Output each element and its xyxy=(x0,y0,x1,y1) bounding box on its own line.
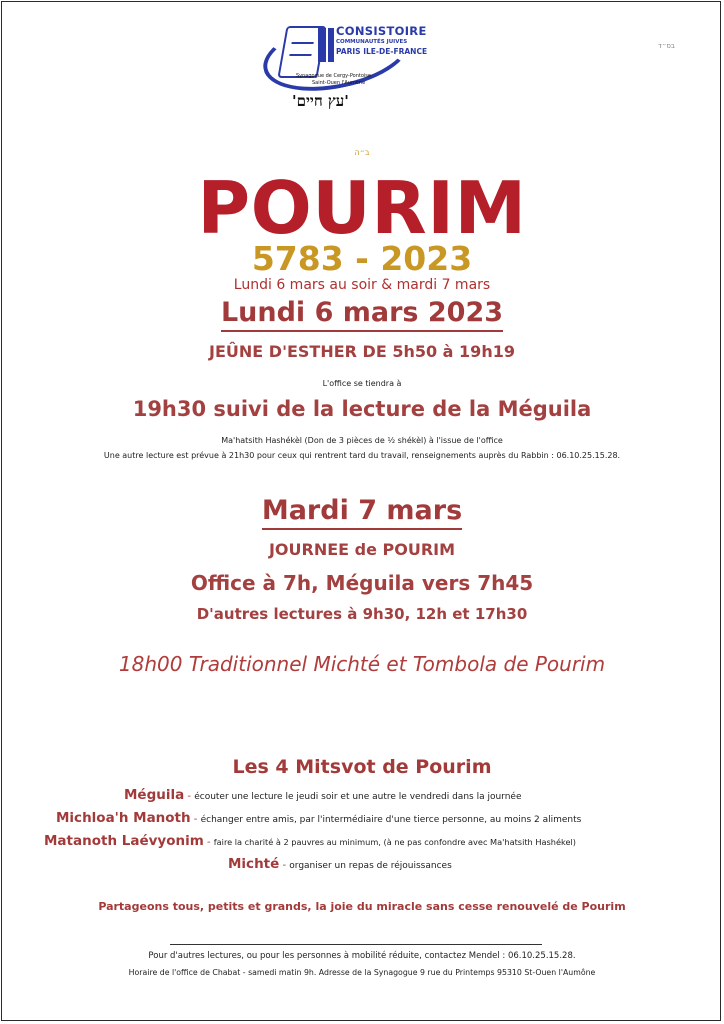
bsd-center: ב״ה xyxy=(354,148,370,157)
mitsva-description: faire la charité à 2 pauvres au minimum, (à ne pas confondre avec Ma'hatsith Hashékel) xyxy=(213,837,576,847)
logo-org-region: PARIS ILE-DE-FRANCE xyxy=(336,47,428,56)
mitsva-description: échanger entre amis, par l'intermédiaire d'une tierce personne, au moins 2 aliments xyxy=(200,815,582,825)
logo-city: Saint-Ouen l'Aumône xyxy=(312,80,366,86)
late-reading-note: Une autre lecture est prévue à 21h30 pour ceux qui rentrent tard du travail, renseignements auprès du Rabbin : 06.10.25.15.28. xyxy=(103,451,621,460)
consistoire-logo xyxy=(262,18,428,116)
mitsva-separator: - xyxy=(279,860,290,871)
office-note: L'office se tiendra à xyxy=(322,379,402,388)
mitsva-description: écouter une lecture le jeudi soir et une autre le vendredi dans la journée xyxy=(194,792,522,802)
journee-label: JOURNEE de POURIM xyxy=(268,540,456,559)
footer-divider xyxy=(170,944,542,945)
day1-heading-text: Lundi 6 mars 2023 xyxy=(221,296,503,332)
logo-bar-icon xyxy=(328,28,334,62)
mitsva-item xyxy=(228,856,452,872)
mitsva-separator: - xyxy=(190,814,201,825)
day2-heading xyxy=(0,493,724,530)
mitsva-term: Matanoth Laévyonim xyxy=(44,833,204,849)
logo-bar-icon xyxy=(318,28,326,62)
office-time: 19h30 suivi de la lecture de la Méguila xyxy=(132,397,592,421)
logo-hebrew-name: 'עץ חיים' xyxy=(292,92,349,110)
other-readings: D'autres lectures à 9h30, 12h et 17h30 xyxy=(196,605,528,623)
footer-address: Horaire de l'office de Chabat - samedi matin 9h. Adresse de la Synagogue 9 rue du Printemps 95310 St-Ouen l'Aumône xyxy=(128,968,596,977)
dates-subtitle: Lundi 6 mars au soir & mardi 7 mars xyxy=(233,278,491,289)
machatsit-note: Ma'hatsith Hashékèl (Don de 3 pièces de ½ shékèl) à l'issue de l'office xyxy=(221,436,503,445)
mitsva-separator: - xyxy=(184,791,195,802)
day2-office: Office à 7h, Méguila vers 7h45 xyxy=(190,571,534,595)
mitsva-item xyxy=(124,787,522,803)
mitsva-term: Michloa'h Manoth xyxy=(56,810,191,826)
footer-contact: Pour d'autres lectures, ou pour les personnes à mobilité réduite, contactez Mendel : 06.10.25.15.28. xyxy=(148,951,576,961)
year: 5783 - 2023 xyxy=(251,239,473,278)
mitsva-description: organiser un repas de réjouissances xyxy=(289,861,452,871)
bsd-corner: בס״ד xyxy=(658,42,675,50)
page-title: POURIM xyxy=(197,166,527,250)
mitsva-term: Méguila xyxy=(124,787,185,803)
logo-org-name: CONSISTOIRE xyxy=(336,24,427,38)
logo-org-line2: COMMUNAUTÉS JUIVES xyxy=(336,39,408,45)
michte-event: 18h00 Traditionnel Michté et Tombola de Pourim xyxy=(118,652,606,676)
mitsva-item xyxy=(44,833,576,849)
mitsva-term: Michté xyxy=(228,856,280,872)
logo-synagogue: Synagogue de Cergy-Pontoise xyxy=(296,73,371,79)
mitsva-separator: - xyxy=(203,837,214,848)
mitsva-item xyxy=(56,810,581,826)
fast-times: JEÛNE D'ESTHER DE 5h50 à 19h19 xyxy=(209,342,515,361)
day1-heading xyxy=(0,295,724,332)
closing-message: Partageons tous, petits et grands, la joie du miracle sans cesse renouvelé de Pourim xyxy=(98,900,626,913)
day2-heading-text: Mardi 7 mars xyxy=(262,494,462,530)
mitsvot-title: Les 4 Mitsvot de Pourim xyxy=(232,756,492,778)
